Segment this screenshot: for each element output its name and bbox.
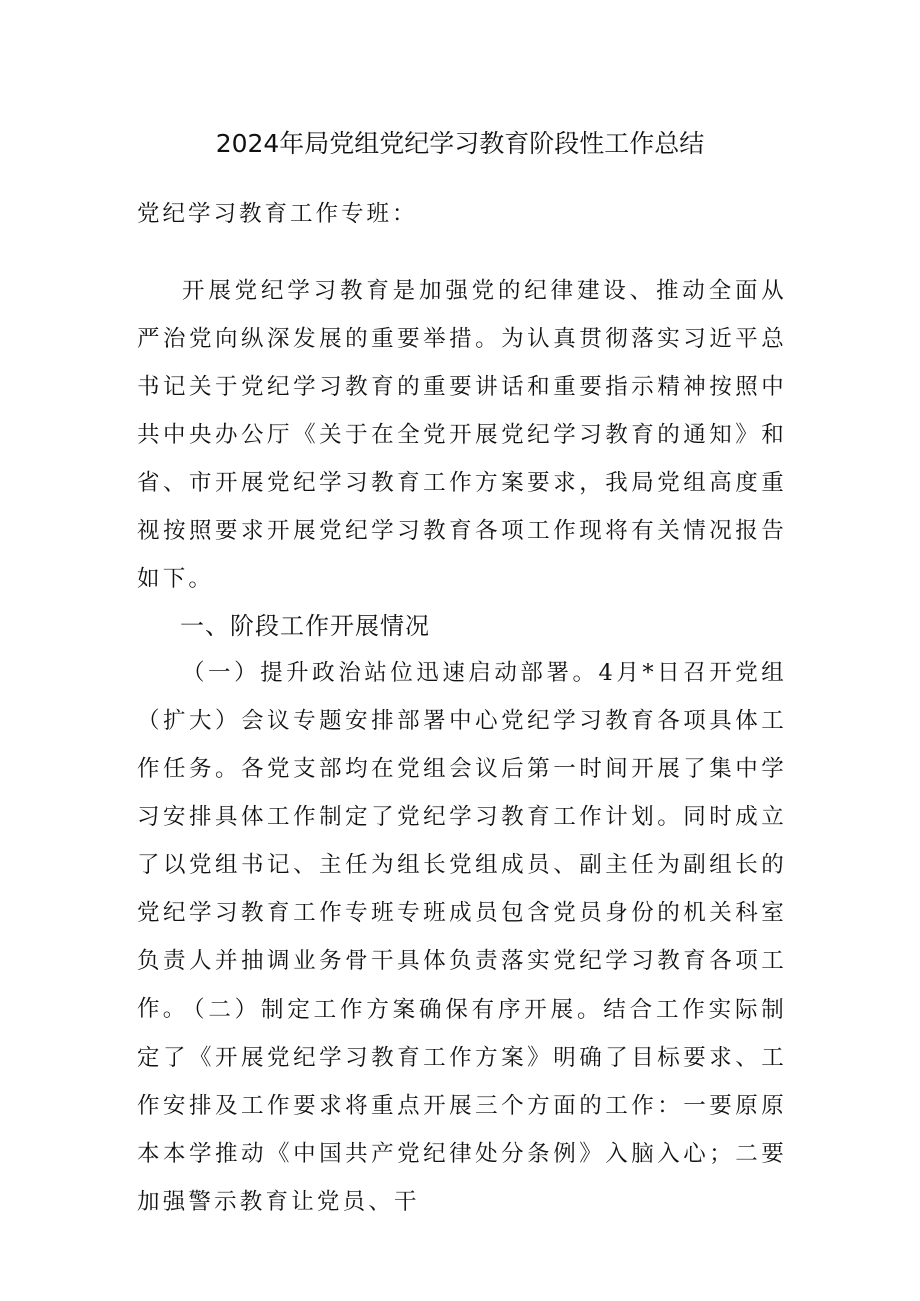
section-heading: 一、阶段工作开展情况 [180, 612, 430, 640]
salutation: 党纪学习教育工作专班： [137, 201, 418, 227]
intro-paragraph: 开展党纪学习教育是加强党的纪律建设、推动全面从严治党向纵深发展的重要举措。为认真贯彻落实习近平总书记关于党纪学习教育的重要讲话和重要指示精神按照中共中央办公厅《关于在全党开展党纪学习教育的通知》和省、市开展党纪学习教育工作方案要求，我局党组高度重视按照要求开展党纪学习教育各项工作现将有关情况报告如下。 [137, 278, 787, 592]
document-title: 2024年局党组党纪学习教育阶段性工作总结 [215, 129, 705, 158]
subsection-1-paragraph: （一）提升政治站位迅速启动部署。4月*日召开党组（扩大）会议专题安排部署中心党纪学习教育各项具体工作任务。各党支部均在党组会议后第一时间开展了集中学习安排具体工作制定了党纪学习教育工作计划。同时成立了以党组书记、主任为组长党组成员、副主任为副组长的党纪学习教育工作专班专班成员包含党员身份的机关科室负责人并抽调业务骨干具体负责落实党纪学习教育各项工作。 [137, 660, 787, 1022]
subsection-2-paragraph: （二）制定工作方案确保有序开展。结合工作实际制定了《开展党纪学习教育工作方案》明确了目标要求、工作安排及工作要求将重点开展三个方面的工作：一要原原本本学推动《中国共产党纪律处分条例》入脑入心；二要加强警示教育让党员、干 [137, 997, 787, 1215]
